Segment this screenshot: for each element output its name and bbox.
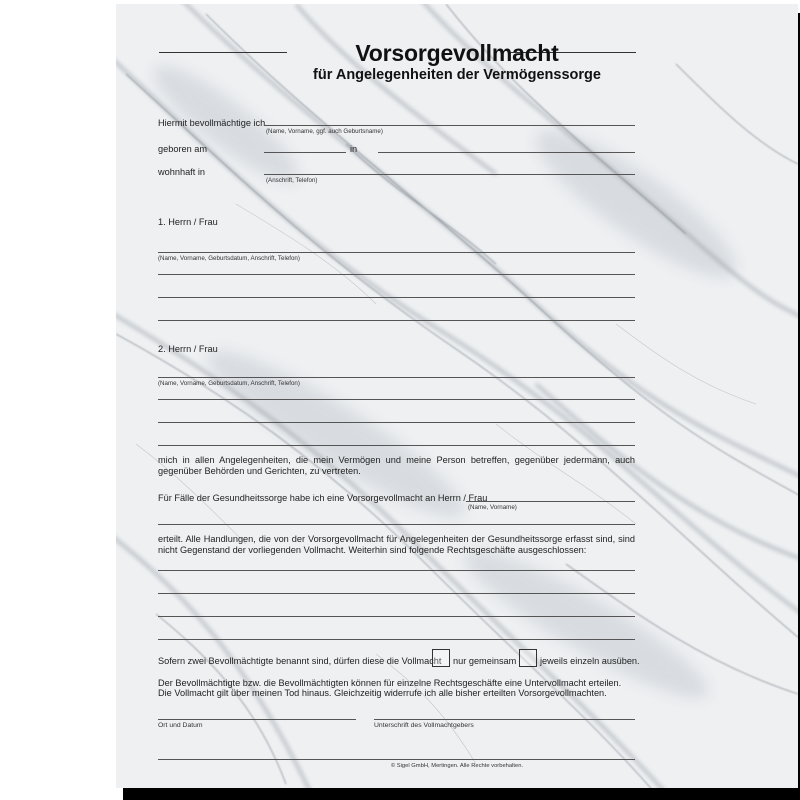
grantor-name-hint: (Name, Vorname, ggf. auch Geburtsname) (266, 128, 383, 135)
address-hint: (Anschrift, Telefon) (266, 177, 318, 184)
health-paragraph: Für Fälle der Gesundheitssorge habe ich eine Vorsorgevollmacht an Herrn / Frau (158, 493, 488, 503)
exclusion-paragraph: erteilt. Alle Handlungen, die von der Vorsorgevollmacht für Angelegenheiten der Gesundheitssorge erfasst sind, sind nicht Gegenstand der vorliegenden Vollmacht. Weiterhin sind folgende Rechtsgeschäfte ausgeschlossen: (158, 534, 635, 555)
agent1-hint: (Name, Vorname, Geburtsdatum, Anschrift, Telefon) (158, 255, 300, 262)
health-agent-hint: (Name, Vorname) (468, 504, 517, 511)
grantor-intro-label: Hiermit bevollmächtige ich (158, 118, 266, 128)
health-agent-line-2[interactable] (158, 524, 635, 525)
subdelegation-text: Der Bevollmächtigte bzw. die Bevollmächtigten können für einzelne Rechtsgeschäfte eine Untervollmacht erteilen. (158, 678, 622, 688)
agent1-line-1[interactable] (158, 252, 635, 253)
signature-label: Unterschrift des Vollmachtgebers (374, 722, 474, 729)
scope-paragraph: mich in allen Angelegenheiten, die mein Vermögen und meine Person betreffen, gegenüber jedermann, auch gegenüber Behörden und Gerichten, zu vertreten. (158, 455, 635, 476)
born-label: geboren am (158, 144, 208, 154)
agent1-line-3[interactable] (158, 297, 635, 298)
place-date-field[interactable] (158, 719, 356, 720)
agent2-hint: (Name, Vorname, Geburtsdatum, Anschrift, Telefon) (158, 380, 300, 387)
joint-checkbox[interactable] (432, 649, 450, 667)
agent2-line-4[interactable] (158, 445, 635, 446)
footer-rule (158, 759, 635, 760)
exclusion-line-3[interactable] (158, 616, 635, 617)
agent1-label: 1. Herrn / Frau (158, 217, 218, 227)
copyright-text: © Sigel GmbH, Mertingen. Alle Rechte vorbehalten. (390, 763, 524, 769)
place-date-label: Ort und Datum (158, 722, 203, 729)
joint-option-label: nur gemeinsam (453, 656, 517, 666)
agent1-line-4[interactable] (158, 320, 635, 321)
agent2-line-1[interactable] (158, 377, 635, 378)
birth-date-field[interactable] (264, 152, 346, 153)
agent2-label: 2. Herrn / Frau (158, 344, 218, 354)
address-field[interactable] (264, 174, 635, 175)
agent2-line-3[interactable] (158, 422, 635, 423)
resides-label: wohnhaft in (158, 167, 205, 177)
exclusion-line-1[interactable] (158, 570, 635, 571)
exclusion-line-4[interactable] (158, 639, 635, 640)
health-agent-field[interactable] (466, 501, 635, 502)
form-page (116, 4, 798, 788)
joint-text: Sofern zwei Bevollmächtigte benannt sind, dürfen diese die Vollmacht (158, 656, 442, 666)
exclusion-line-2[interactable] (158, 593, 635, 594)
validity-text: Die Vollmacht gilt über meinen Tod hinaus. Gleichzeitig widerrufe ich alle bisher erteilten Vorsorgevollmachten. (158, 688, 607, 698)
birth-place-field[interactable] (378, 152, 635, 153)
form-title: Vorsorgevollmacht (355, 40, 559, 66)
single-option-label: jeweils einzeln ausüben. (540, 656, 640, 666)
birth-place-label: in (350, 144, 358, 154)
signature-field[interactable] (374, 719, 635, 720)
grantor-name-field[interactable] (264, 125, 635, 126)
form-subtitle: für Angelegenheiten der Vermögenssorge (313, 67, 601, 83)
single-checkbox[interactable] (519, 649, 537, 667)
agent2-line-2[interactable] (158, 399, 635, 400)
agent1-line-2[interactable] (158, 274, 635, 275)
